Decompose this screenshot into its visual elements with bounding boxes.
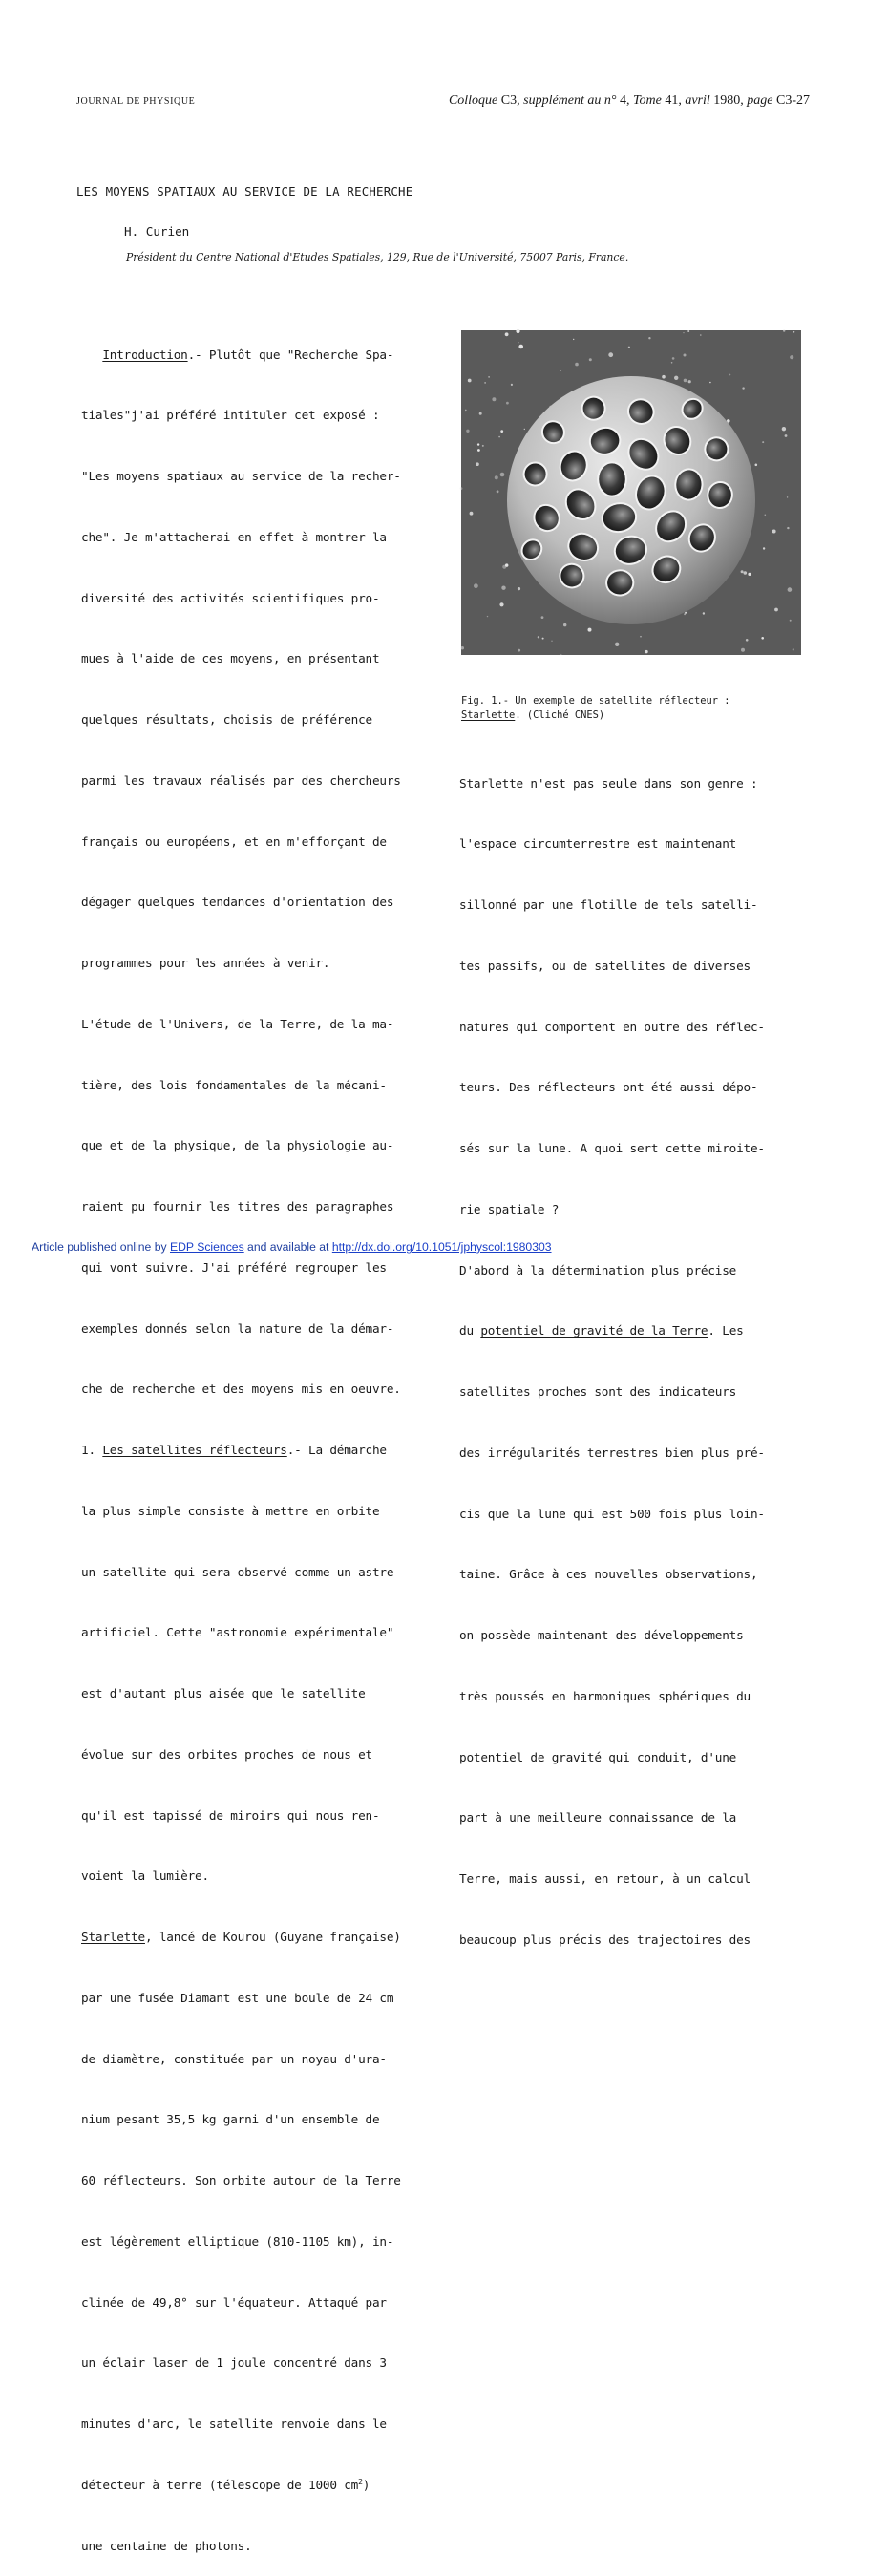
star-dot (746, 639, 749, 642)
star-dot (573, 339, 574, 340)
star-dot (765, 515, 767, 517)
text-run: du (459, 1323, 481, 1339)
issue-info (449, 94, 810, 109)
star-dot (662, 375, 666, 379)
footer-text: and available at (243, 1240, 332, 1254)
text-line: un éclair laser de 1 joule concentré dans 3 (81, 2355, 387, 2371)
star-dot (500, 473, 505, 477)
text-line: rie spatiale ? (459, 1201, 560, 1216)
star-dot (782, 427, 786, 431)
star-dot (505, 563, 508, 566)
star-dot (709, 382, 711, 384)
text-line: beaucoup plus précis des trajectoires des (459, 1932, 751, 1947)
star-dot (672, 357, 675, 360)
text-line: cis que la lune qui est 500 fois plus loin- (459, 1506, 765, 1521)
star-dot (684, 379, 687, 383)
text-line: minutes d'arc, le satellite renvoie dans le (81, 2417, 387, 2431)
text-line: L'étude de l'Univers, de la Terre, de la ma- (81, 1016, 394, 1031)
text-line: tes passifs, ou de satellites de diverses (459, 958, 751, 973)
star-dot (684, 613, 686, 615)
star-dot (787, 527, 789, 529)
text-run: détecteur à terre (télescope de 1000 cm (81, 2477, 359, 2492)
journal-name: JOURNAL DE PHYSIQUE (76, 96, 196, 107)
star-dot (474, 583, 478, 588)
text-line: français ou européens, et en m'efforçant de (81, 834, 387, 849)
star-dot (790, 620, 792, 622)
right-column (459, 732, 813, 1970)
star-dot (479, 412, 482, 415)
star-dot (518, 345, 523, 349)
text-line: che de recherche et des moyens mis en oeuvre. (81, 1382, 401, 1397)
text-run: ) (362, 2477, 370, 2492)
star-dot (787, 496, 788, 497)
text-line: Starlette n'est pas seule dans son genre : (459, 775, 758, 791)
issue-page: C3-27 (772, 94, 810, 108)
edp-sciences-link[interactable]: EDP Sciences (169, 1240, 244, 1254)
text-line: clinée de 49,8° sur l'équateur. Attaqué par (81, 2294, 387, 2310)
star-dot (470, 512, 474, 516)
footer-text: Article published online by (32, 1240, 170, 1254)
star-dot (774, 608, 778, 612)
text-line: on possède maintenant des développements (459, 1628, 744, 1642)
text-line: qu'il est tapissé de miroirs qui nous ren- (81, 1807, 380, 1823)
star-dot (645, 650, 647, 653)
publication-footer (32, 1240, 552, 1254)
text-run: . Les (708, 1323, 744, 1339)
star-dot (741, 648, 745, 652)
text-line: est d'autant plus aisée que le satellite (81, 1686, 366, 1700)
text-line: évolue sur des orbites proches de nous et (81, 1746, 372, 1762)
star-dot (466, 430, 469, 433)
text-run: .- Plutôt que "Recherche Spa- (187, 347, 394, 362)
issue-c3: C3, (497, 94, 524, 108)
star-dot (477, 443, 479, 445)
text-line: nium pesant 35,5 kg garni d'un ensemble de (81, 2112, 380, 2127)
text-run: , lancé de Kourou (Guyane française) (144, 1930, 401, 1944)
text-line: teurs. Des réflecteurs ont été aussi dépo- (459, 1080, 758, 1095)
star-dot (495, 475, 498, 479)
text-line: mues à l'aide de ces moyens, en présentant (81, 651, 380, 666)
star-dot (575, 363, 579, 367)
star-dot (501, 586, 505, 590)
text-line: tiales"j'ai préféré intituler cet exposé : (81, 408, 380, 423)
star-dot (648, 337, 650, 339)
section-heading-satellites: Les satellites réflecteurs (102, 1443, 287, 1457)
text-line: taine. Grâce à ces nouvelles observations, (459, 1567, 758, 1582)
star-dot (744, 571, 748, 575)
text-line: voient la lumière. (81, 1869, 209, 1884)
text-line: parmi les travaux réalisés par des chercheurs (81, 772, 401, 788)
star-dot (488, 376, 490, 378)
reflector-cup (674, 468, 703, 500)
star-dot (497, 490, 499, 493)
star-dot (772, 530, 776, 534)
star-dot (683, 332, 684, 333)
star-dot (761, 637, 764, 640)
star-dot (505, 332, 509, 336)
issue-number: 4, (616, 94, 633, 108)
caption-starlette: Starlette (461, 709, 516, 721)
text-line: che". Je m'attacherai en effet à montrer la (81, 529, 387, 544)
star-dot (588, 628, 592, 632)
star-dot (563, 623, 566, 626)
text-line: Terre, mais aussi, en retour, à un calcul (459, 1871, 751, 1886)
text-line: par une fusée Diamant est une boule de 24 cm (81, 1990, 394, 2005)
text-line: tière, des lois fondamentales de la mécani- (81, 1077, 387, 1092)
term-starlette: Starlette (81, 1930, 145, 1944)
star-dot (492, 397, 496, 401)
text-run: .- La démarche (286, 1443, 387, 1457)
text-line: quelques résultats, choisis de préférence (81, 712, 372, 727)
text-line: artificiel. Cette "astronomie expérimentale" (81, 1625, 394, 1640)
issue-month: avril (685, 94, 710, 108)
text-line: "Les moyens spatiaux au service de la recher- (81, 469, 401, 483)
star-dot (671, 362, 673, 364)
star-dot (755, 464, 758, 467)
term-potentiel: potentiel de gravité de la Terre (480, 1323, 708, 1339)
star-dot (460, 487, 463, 490)
star-dot (790, 355, 793, 359)
star-dot (589, 358, 592, 361)
doi-link[interactable]: http://dx.doi.org/10.1051/jphyscol:1980303 (331, 1240, 552, 1254)
text-line: part à une meilleure connaissance de la (459, 1810, 737, 1826)
star-dot (703, 612, 705, 614)
star-dot (538, 636, 539, 638)
star-dot (511, 384, 513, 386)
star-dot (788, 587, 793, 592)
issue-colloque: Colloque (448, 94, 498, 108)
text-line: est légèrement elliptique (810-1105 km), in- (81, 2233, 394, 2249)
author-affiliation: Président du Centre National d'Etudes Spatiales, 129, Rue de l'Université, 75007 Paris, France. (126, 251, 629, 264)
star-dot (516, 329, 519, 333)
issue-supplement: supplément au n° (523, 94, 617, 108)
star-dot (687, 330, 689, 332)
section-number: 1. (81, 1443, 103, 1457)
star-dot (729, 374, 731, 376)
star-dot (500, 430, 503, 433)
star-dot (542, 638, 544, 640)
text-line: une centaine de photons. (81, 2538, 252, 2553)
star-dot (518, 649, 520, 652)
star-dot (465, 410, 467, 412)
star-dot (688, 380, 691, 383)
reflector-cup (523, 462, 548, 487)
star-dot (762, 441, 764, 443)
text-line: sés sur la lune. A quoi sert cette miroite- (459, 1141, 765, 1155)
star-dot (785, 434, 788, 437)
star-dot (551, 641, 552, 642)
star-dot (674, 376, 678, 380)
star-dot (499, 602, 503, 606)
star-dot (741, 570, 744, 573)
text-line: que et de la physique, de la physiologie au- (81, 1138, 394, 1153)
section-heading-introduction: Introduction (102, 347, 188, 362)
article-author: H. Curien (124, 224, 190, 239)
text-line (81, 345, 449, 365)
text-line: potentiel de gravité qui conduit, d'une (459, 1749, 737, 1764)
star-dot (628, 347, 630, 348)
star-dot (700, 334, 702, 336)
text-line (81, 1927, 449, 1947)
star-dot (608, 352, 613, 357)
text-line: D'abord à la détermination plus précise (459, 1262, 737, 1277)
text-line (459, 1320, 813, 1341)
text-line: de diamètre, constituée par un noyau d'ura- (81, 2051, 387, 2066)
star-dot (640, 636, 642, 638)
starlette-satellite-image (461, 330, 801, 655)
text-line: des irrégularités terrestres bien plus pré- (459, 1445, 765, 1460)
starlette-photo (461, 330, 801, 655)
text-line: dégager quelques tendances d'orientation des (81, 895, 394, 910)
caption-line: Fig. 1.- Un exemple de satellite réflecteur : (461, 695, 730, 707)
text-line: natures qui comportent en outre des réflec- (459, 1019, 765, 1034)
article-title: LES MOYENS SPATIAUX AU SERVICE DE LA RECHERCHE (76, 184, 413, 199)
star-dot (560, 370, 562, 371)
text-line: un satellite qui sera observé comme un astre (81, 1564, 394, 1579)
star-dot (506, 402, 509, 405)
text-line: satellites proches sont des indicateurs (459, 1384, 737, 1399)
issue-year: 1980, (709, 94, 748, 108)
text-run: . (Cliché CNES) (515, 709, 605, 721)
text-line: très poussés en harmoniques sphériques du (459, 1688, 751, 1703)
text-line: raient pu fournir les titres des paragraphes (81, 1199, 394, 1214)
star-dot (477, 449, 480, 452)
reflector-cup (598, 462, 626, 496)
text-line: diversité des activités scientifiques pro- (81, 590, 380, 605)
text-line (81, 1440, 449, 1460)
star-dot (482, 445, 484, 447)
issue-tome: 41, (661, 94, 686, 108)
text-line: programmes pour les années à venir. (81, 956, 330, 970)
text-line: l'espace circumterrestre est maintenant (459, 836, 737, 852)
star-dot (487, 616, 488, 617)
text-line: exemples donnés selon la nature de la démar- (81, 1320, 394, 1336)
star-dot (484, 382, 486, 384)
star-dot (498, 436, 500, 438)
star-dot (468, 379, 472, 383)
text-line: sillonné par une flotille de tels satelli- (459, 897, 758, 912)
star-dot (476, 462, 479, 466)
issue-page-label: page (747, 94, 773, 108)
star-dot (742, 387, 744, 389)
reflector-cup (605, 569, 634, 596)
text-line: la plus simple consiste à mettre en orbite (81, 1503, 380, 1518)
superscript: 2 (358, 2477, 363, 2486)
star-dot (793, 648, 794, 650)
star-dot (524, 429, 525, 430)
star-dot (560, 654, 561, 655)
star-dot (748, 573, 751, 576)
star-dot (461, 646, 464, 649)
star-dot (518, 587, 520, 590)
text-line: qui vont suivre. J'ai préféré regrouper les (81, 1259, 387, 1275)
star-dot (783, 329, 785, 331)
star-dot (684, 354, 687, 357)
left-column (81, 304, 449, 2576)
text-line (81, 2475, 449, 2495)
text-line: 60 réflecteurs. Son orbite autour de la Terre (81, 2173, 401, 2187)
star-dot (615, 643, 619, 646)
star-dot (541, 616, 544, 619)
star-dot (793, 331, 795, 333)
star-dot (763, 547, 765, 549)
figure-caption (461, 694, 805, 723)
issue-tome-label: Tome (633, 94, 662, 108)
caption-line (461, 708, 805, 723)
